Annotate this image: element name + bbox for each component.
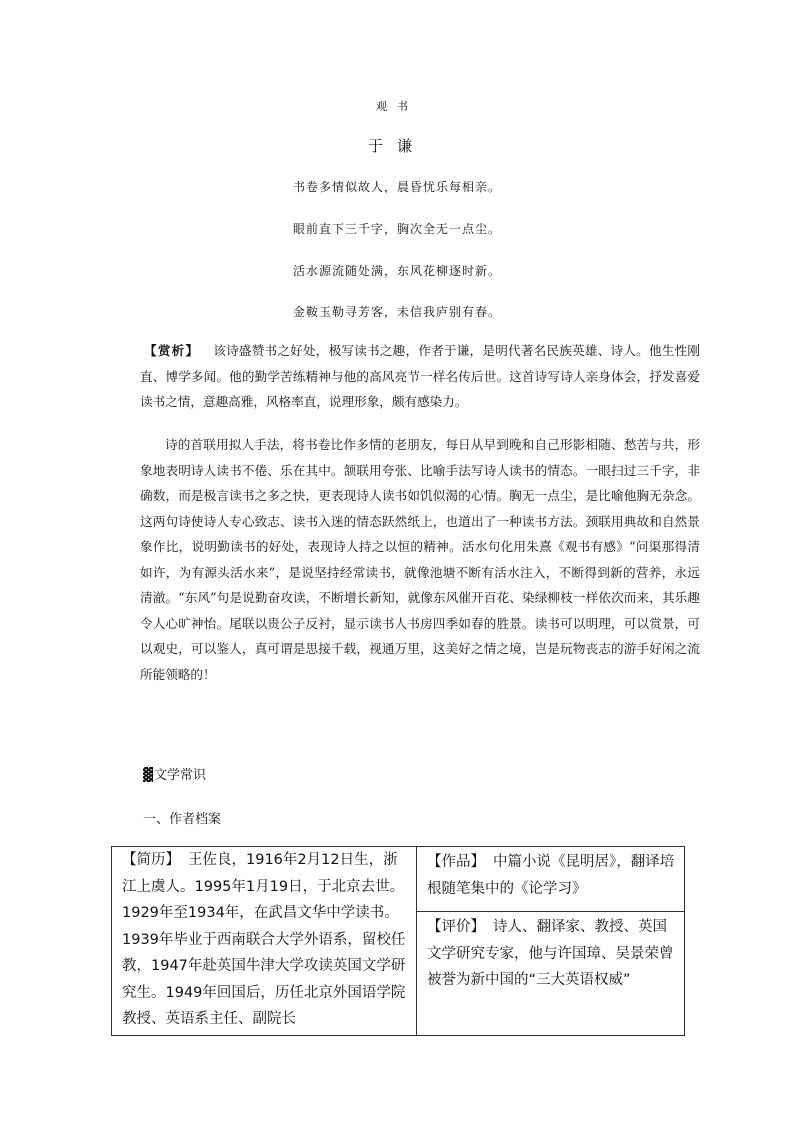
appreciation-paragraph-1 [140, 338, 700, 415]
poem-line: 书卷多情似故人，晨昏忧乐每相亲。 [292, 180, 501, 194]
section-mark-icon: ▓ [143, 768, 153, 783]
poem-line: 金鞍玉勒寻芳客，未信我庐别有春。 [292, 305, 501, 319]
bio-text: 王佐良，1916年2月12日生，浙江上虞人。1995年1月19日，于北京去世。1929年至1934年，在武昌文华中学读书。1939年毕业于西南联合大学外语系，留校任教，1947年赴英国牛津大学攻读英国文学研究生。1949年回国后，历任北京外国语学院教授、英语系主任、副院长 [122, 852, 406, 1027]
works-tag: 【作品】 [427, 854, 485, 870]
works-cell [417, 847, 685, 912]
bio-tag: 【简历】 [122, 852, 180, 868]
poem-line: 活水源流随处满，东风花柳逐时新。 [292, 264, 501, 278]
works-text: 中篇小说《昆明居》，翻译培根随笔集中的《论学习》 [427, 854, 675, 897]
appreciation-paragraph-2: 诗的首联用拟人手法，将书卷比作多情的老朋友，每日从早到晚和自己形影相随、愁苦与共，形象地表明诗人读书不倦、乐在其中。颔联用夸张、比喻手法写诗人读书的情态。一眼扫过三千字，非确数，而是极言读书之多之快，更表现诗人读书如饥似渴的心情。胸无一点尘，是比喻他胸无杂念。这两句诗使诗人专心致志、读书入迷的情态跃然纸上，也道出了一种读书方法。颈联用典故和自然景象作比，说明勤读书的好处，表现诗人持之以恒的精神。活水句化用朱熹《观书有感》“问渠那得清如许，为有源头活水来”，是说坚持经常读书，就像池塘不断有活水注入，不断得到新的营养，永远清澈。“东风”句是说勤奋攻读，不断增长新知，就像东风催开百花、染绿柳枝一样依次而来，其乐趣令人心旷神怡。尾联以贵公子反衬，显示读书人书房四季如春的胜景。读书可以明理，可以赏景，可以观史，可以鉴人，真可谓是思接千载，视通万里，这美好之情之境，岂是玩物丧志的游手好闲之流所能领略的！ [140, 437, 700, 682]
poem-line: 眼前直下三千字，胸次全无一点尘。 [292, 222, 501, 236]
review-cell [417, 912, 685, 1036]
review-text: 诗人、翻译家、教授、英国文学研究专家，他与许国璋、吴景荣曾被誉为新中国的“三大英语权威” [427, 919, 674, 988]
poem-author: 于谦 [367, 137, 426, 155]
poem-title: 观书 [376, 100, 418, 113]
bio-cell [112, 847, 417, 1036]
appreciation-tag: 【赏析】 [144, 343, 200, 358]
appreciation-text-1: 该诗盛赞书之好处，极写读书之趣，作者于谦，是明代著名民族英雄、诗人。他生性刚直、博学多闻。他的勤学苦练精神与他的高风亮节一样名传后世。这首诗写诗人亲身体会，抒发喜爱读书之情，意趣高雅，风格率直，说理形象，颇有感染力。 [140, 343, 701, 409]
section-literary-label: 文学常识 [154, 768, 207, 783]
section-author-archive: 一、作者档案 [143, 812, 222, 827]
section-literary-knowledge [143, 764, 206, 783]
review-tag: 【评价】 [427, 919, 485, 935]
author-archive-table [111, 846, 685, 1036]
